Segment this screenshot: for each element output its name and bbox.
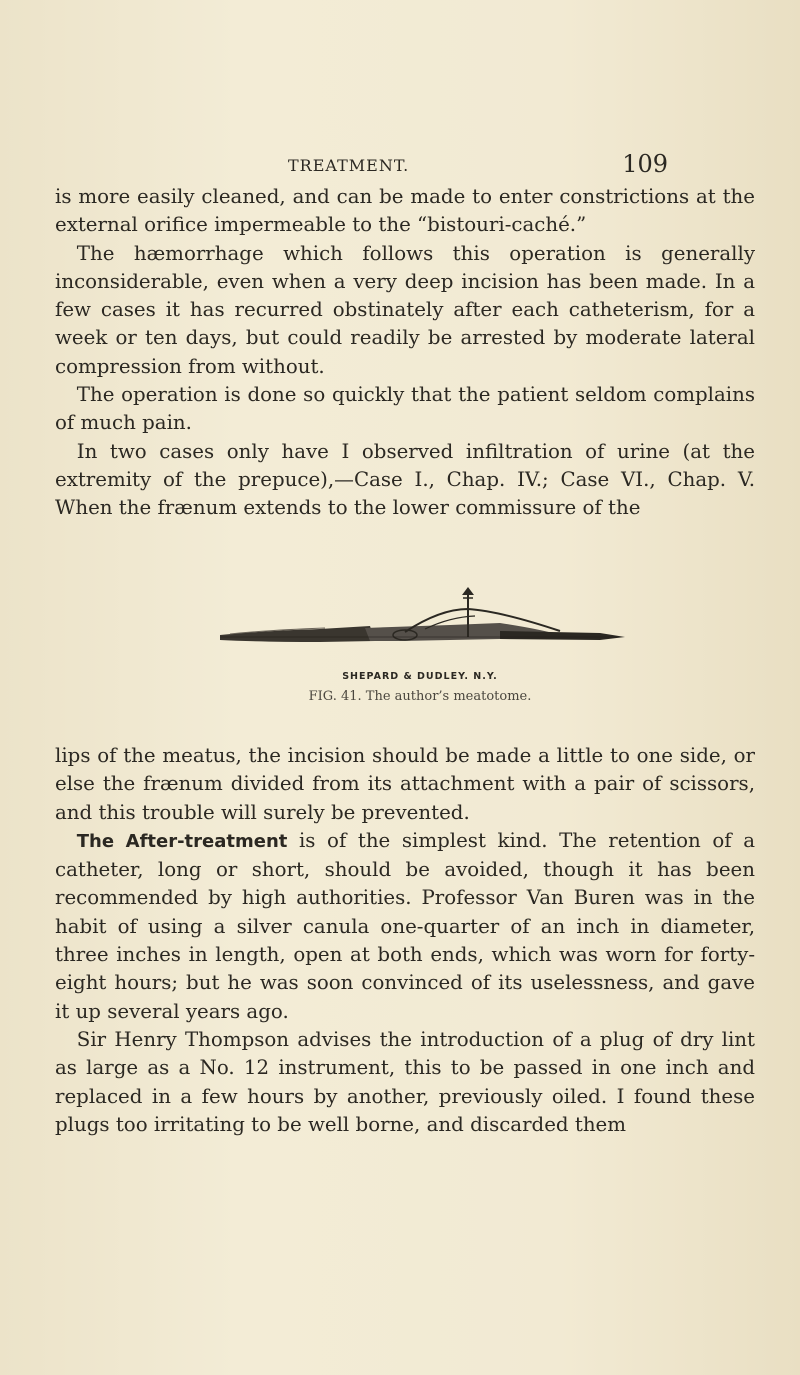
- page-number: 109: [622, 150, 668, 178]
- figure-meatotome: [200, 585, 640, 725]
- paragraph: lips of the meatus, the incision should be made a little to one side, or else the frænum divided from its attachment with a pair of scissors, and this trouble will surely be prevented.: [55, 744, 755, 824]
- paragraph: is more easily cleaned, and can be made to enter constrictions at the external orifice impermeable to the “bistouri-caché.”: [55, 185, 755, 237]
- body-text-top: [55, 183, 755, 523]
- paragraph: The operation is done so quickly that the patient seldom complains of much pain.: [55, 383, 755, 435]
- paragraph: The hæmorrhage which follows this operation is generally inconsiderable, even when a very deep incision has been made. In a few cases it has recurred obstinately after each catheterism, for a week or ten days, but could readily be arrested by moderate lateral compression from without.: [55, 241, 755, 378]
- meatotome-illustration: [200, 585, 640, 667]
- figure-caption: FIG. 41. The author’s meatotome.: [308, 689, 532, 704]
- paragraph: [55, 827, 755, 1026]
- section-runin-heading: The After-treatment: [76, 830, 288, 852]
- paragraph: Sir Henry Thompson advises the introduction of a plug of dry lint as large as a No. 12 instrument, this to be passed in one inch and replaced in a few hours by another, previously oiled. I found these plugs too irritating to be well borne, and discarded them: [55, 1027, 755, 1136]
- body-text-bottom: [55, 742, 755, 1139]
- running-head: TREATMENT.: [288, 156, 410, 175]
- engraver-credit: SHEPARD & DUDLEY. N.Y.: [342, 671, 498, 682]
- paragraph-text: is of the simplest kind. The retention of a catheter, long or short, should be avoided, though it has been recommended by high authorities. Professor Van Buren was in the habit of using a silver canula one-quarter of an inch in diameter, three inches in length, open at both ends, which was worn for forty-eight hours; but he was soon convinced of its uselessness, and gave it up several years ago.: [55, 828, 755, 1023]
- paragraph: In two cases only have I observed infiltration of urine (at the extremity of the prepuce),—Case I., Chap. IV.; Case VI., Chap. V. When the frænum extends to the lower commissure of the: [55, 439, 755, 520]
- page-header: [280, 150, 680, 180]
